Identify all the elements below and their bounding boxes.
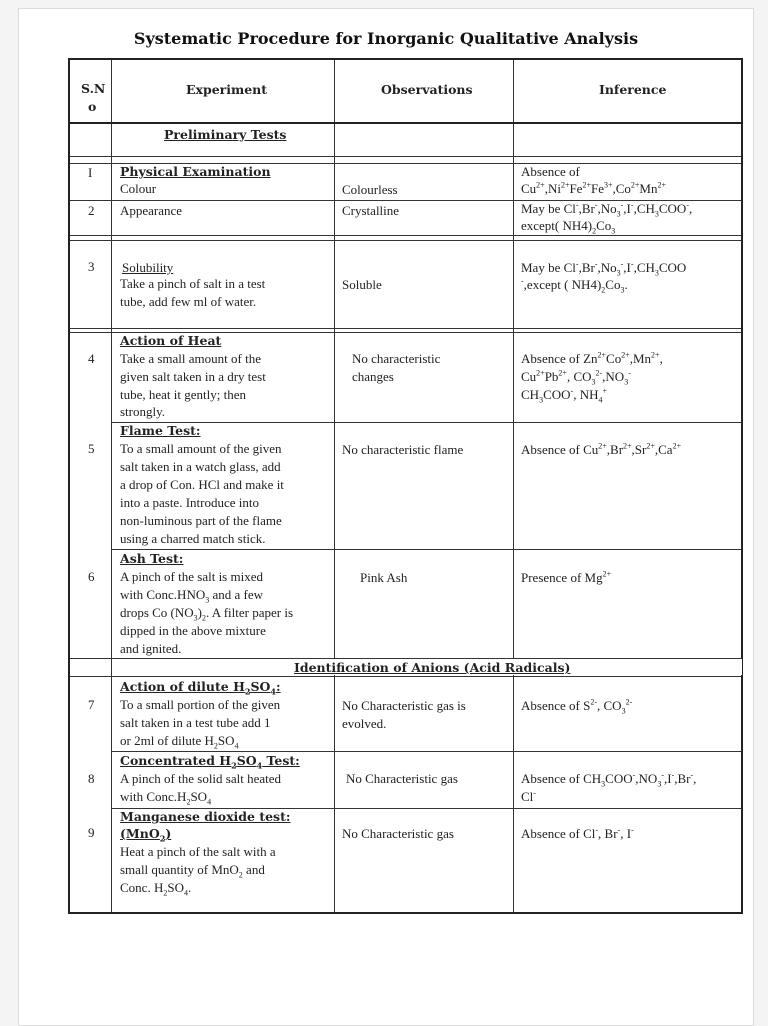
section-preliminary-tests: Preliminary Tests <box>164 127 287 142</box>
experiment-text: given salt taken in a dry test <box>120 369 266 384</box>
row-divider <box>70 122 741 124</box>
experiment-text: using a charred match stick. <box>120 531 266 546</box>
header-sno-suffix: o <box>88 99 97 114</box>
header-experiment: Experiment <box>186 82 268 97</box>
experiment-text: strongly. <box>120 404 166 419</box>
row-divider <box>70 328 741 329</box>
inference-text: May be $Cl^-,Br^-,No_3^-,I^-,CH_3COO^-$, <box>521 200 693 219</box>
inference-text: except( $NH4)_2Co_3$ <box>521 218 616 236</box>
solubility-heading: Solubility <box>122 260 174 275</box>
experiment-text: non-luminous part of the flame <box>120 513 282 528</box>
experiment-text: salt taken in a test tube add 1 <box>120 715 271 730</box>
experiment-text: A pinch of the solid salt heated <box>120 771 282 786</box>
inference-text: May be $Cl^-,Br^-,No_3^-,I^-,CH_3COO$ <box>521 259 687 278</box>
row-sno: 7 <box>88 697 95 712</box>
observation-text: evolved. <box>342 716 387 731</box>
inference-text: Absence of $Cu^{2+},Br^{2+},Sr^{2+},Ca^{2+}$ <box>521 441 682 457</box>
experiment-text: Heat a pinch of the salt with a <box>120 844 276 859</box>
observation-text: changes <box>352 369 394 384</box>
observation-text: Colourless <box>342 182 398 197</box>
action-of-heat-heading: Action of Heat <box>120 333 222 348</box>
experiment-text: Conc. $H_2SO_4$. <box>120 880 192 898</box>
col-divider <box>334 60 335 912</box>
row-sno: 4 <box>88 351 95 366</box>
dilute-h2so4-heading: Action of dilute $H_2SO_4$: <box>120 679 281 697</box>
experiment-text: To a small amount of the given <box>120 441 282 456</box>
experiment-text: small quantity of MnO$_2$ and <box>120 862 265 880</box>
inference-text: $Cu^{2+},Ni^{2+}Fe^{2+}Fe^{3+},Co^{2+}Mn^{2+}$ <box>521 180 666 196</box>
experiment-text: Colour <box>120 181 157 196</box>
inference-text: Presence of $Mg^{2+}$ <box>521 569 612 585</box>
observation-text: Pink Ash <box>360 570 408 585</box>
experiment-text: To a small portion of the given <box>120 697 281 712</box>
experiment-text: with $Conc.HNO_3$ and a few <box>120 587 263 605</box>
section-anions: Identification of Anions (Acid Radicals) <box>294 660 571 675</box>
row-divider <box>70 240 741 241</box>
row-divider <box>70 156 741 157</box>
physical-examination-heading: Physical Examination <box>120 164 271 179</box>
row-sno: 2 <box>88 203 95 218</box>
observation-text: No characteristic <box>352 351 441 366</box>
observation-text: No Characteristic gas is <box>342 698 466 713</box>
experiment-text: and ignited. <box>120 641 182 656</box>
row-sno: 8 <box>88 771 95 786</box>
experiment-text: a drop of Con. HCl and make it <box>120 477 284 492</box>
col-divider <box>513 60 514 912</box>
conc-h2so4-heading: Concentrated $H_2SO_4$ Test: <box>120 753 300 771</box>
experiment-text: into a paste. Introduce into <box>120 495 259 510</box>
inference-text: -,except ( $NH4)_2Co_3$. <box>521 276 628 295</box>
observation-text: Crystalline <box>342 203 400 218</box>
header-inference: Inference <box>599 82 667 97</box>
inference-text: $CH_3COO^-$, $NH_4^+$ <box>521 386 607 405</box>
experiment-text: A pinch of the salt is mixed <box>120 569 263 584</box>
row-sno: 3 <box>88 259 95 274</box>
analysis-table <box>68 58 743 914</box>
inference-text: Absence of Cl-, Br-, I- <box>521 825 634 841</box>
row-divider <box>111 422 741 423</box>
experiment-text: Take a small amount of the <box>120 351 261 366</box>
observation-text: No Characteristic gas <box>342 826 454 841</box>
inference-text: $Cu^{2+}Pb^{2+}$, $CO_3^{2-},NO_3^-$ <box>521 368 631 387</box>
inference-text: Absence of $Zn^{2+}Co^{2+},Mn^{2+}$, <box>521 350 663 366</box>
experiment-text: tube, heat it gently; then <box>120 387 246 402</box>
observation-text: No Characteristic gas <box>346 771 458 786</box>
row-divider <box>70 235 741 236</box>
experiment-text: drops Co $(NO_3)_2$. A filter paper is <box>120 605 294 623</box>
header-sno: S.N <box>81 81 106 96</box>
col-divider <box>111 60 112 912</box>
observation-text: Soluble <box>342 277 382 292</box>
observation-text: No characteristic flame <box>342 442 464 457</box>
inference-text: Absence of <box>521 164 580 179</box>
row-sno: 6 <box>88 569 95 584</box>
manganese-dioxide-heading: Manganese dioxide test: <box>120 809 291 824</box>
ash-test-heading: Ash Test: <box>120 551 184 566</box>
experiment-text: or 2ml of dilute $H_2SO_4$ <box>120 733 239 751</box>
experiment-text: dipped in the above mixture <box>120 623 266 638</box>
row-sno: I <box>88 165 93 180</box>
inference-text: Absence of $CH_3COO^-,NO_3^-,I^-,Br^-$, <box>521 770 697 789</box>
inference-text: Absence of $S^{2-}$, $CO_3^{2-}$ <box>521 697 633 716</box>
inference-text: Cl- <box>521 788 536 804</box>
experiment-text: Take a pinch of salt in a test <box>120 276 266 291</box>
flame-test-heading: Flame Test: <box>120 423 201 438</box>
document-title: Systematic Procedure for Inorganic Qualitative Analysis <box>133 29 639 48</box>
row-sno: 5 <box>88 441 95 456</box>
row-divider <box>111 549 741 550</box>
header-observations: Observations <box>381 82 473 97</box>
experiment-text: salt taken in a watch glass, add <box>120 459 281 474</box>
experiment-text: tube, add few ml of water. <box>120 294 257 309</box>
row-sno: 9 <box>88 825 95 840</box>
experiment-text: Appearance <box>120 203 183 218</box>
mno2-heading: (MnO$_2$) <box>120 826 172 844</box>
experiment-text: with $Conc.H_2SO_4$ <box>120 789 212 807</box>
